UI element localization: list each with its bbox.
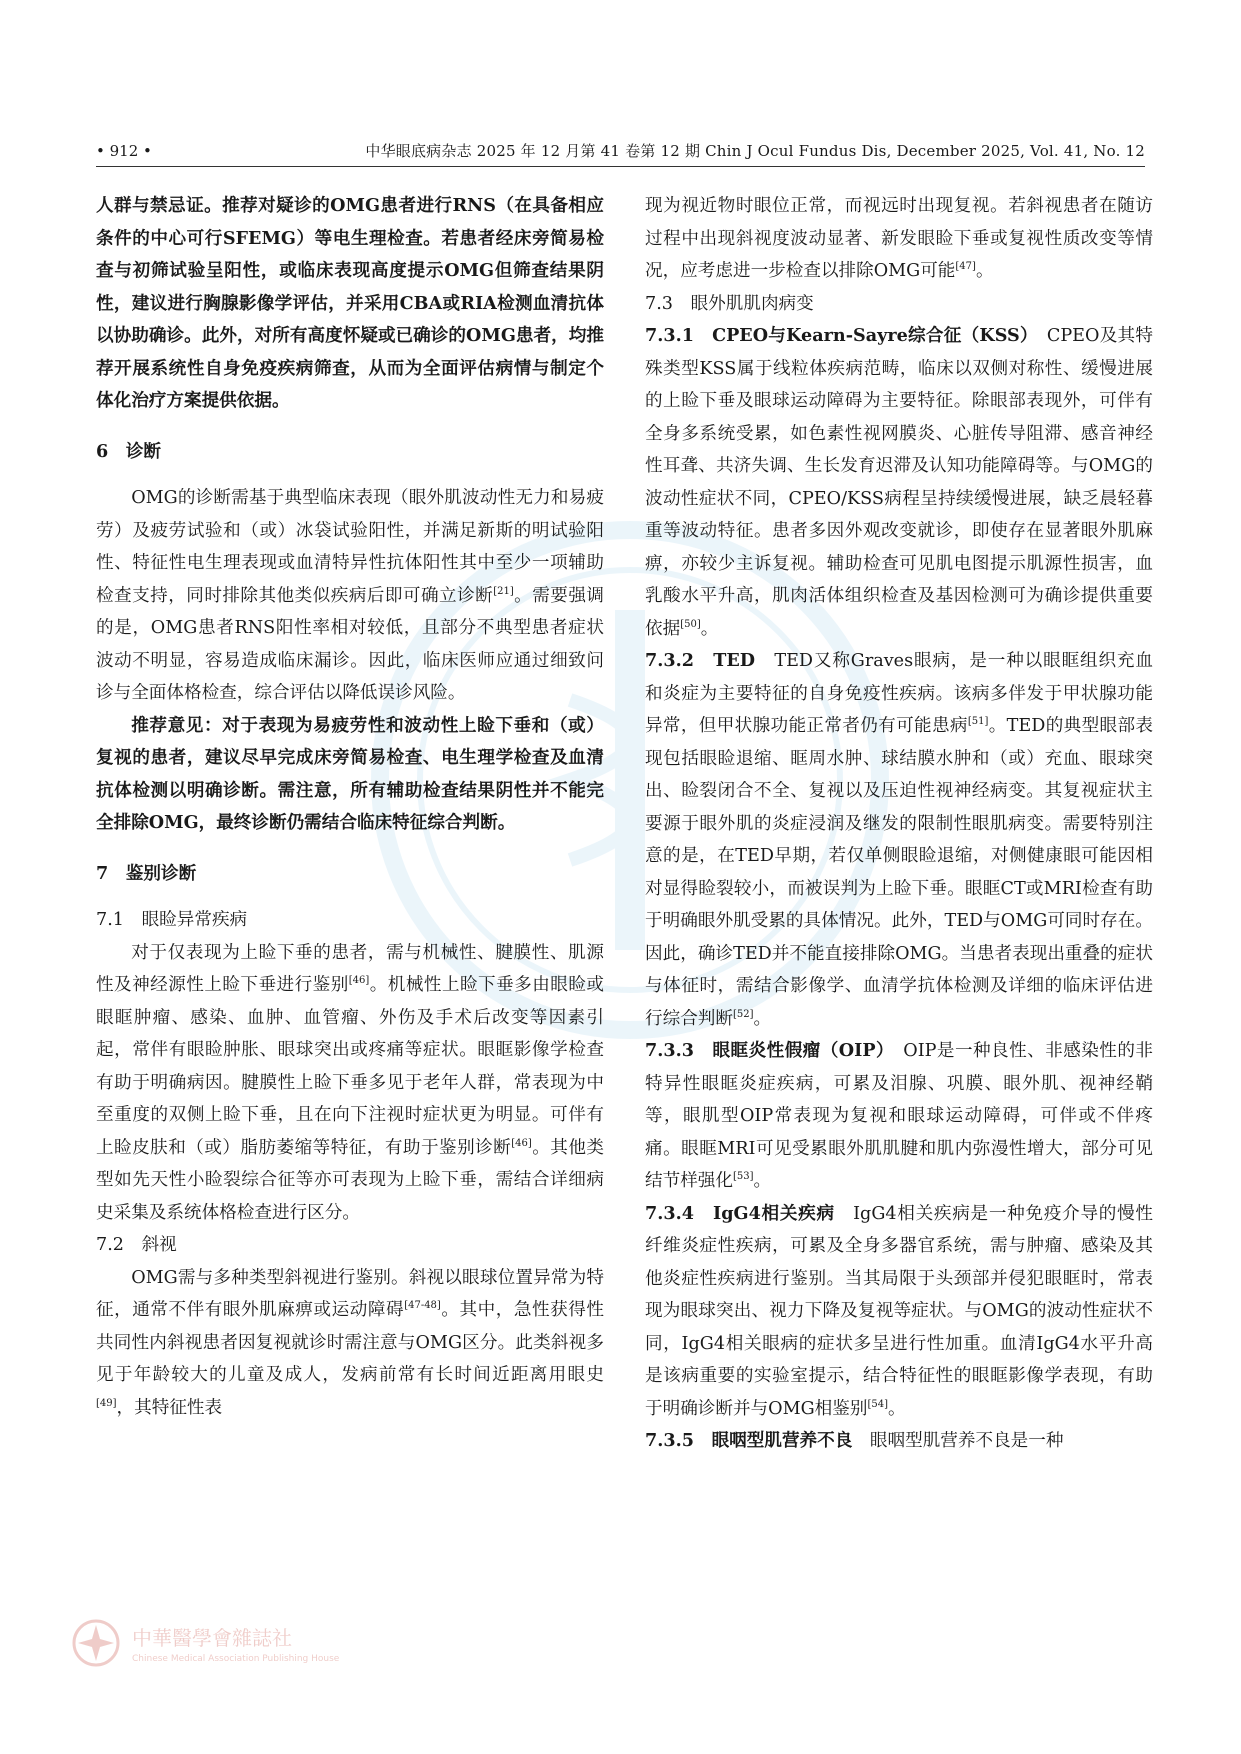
paragraph-cpeo: 7.3.1 CPEO与Kearn-Sayre综合征（KSS） CPEO及其特殊类型KSS属于线粒体疾病范畴，临床以双侧对称性、缓慢进展的上睑下垂及眼球运动障碍为主要特征。除眼部表现外，可伴有全身多系统受累，如色素性视网膜炎、心脏传导阻滞、感音神经性耳聋、共济失调、生长发育迟滞及认知功能障碍等。与OMG的波动性症状不同，CPEO/KSS病程呈持续缓慢进展，缺乏晨轻暮重等波动特征。患者多因外观改变就诊，即使存在显著眼外肌麻痹，亦较少主诉复视。辅助检查可见肌电图提示肌源性损害，血乳酸水平升高，肌肉活体组织检查及基因检测可为确诊提供重要依据[50]。 [645,325,1153,639]
citation[interactable]: [51] [967,716,989,728]
paragraph-strabismus: OMG需与多种类型斜视进行鉴别。斜视以眼球位置异常为特征，通常不伴有眼外肌麻痹或运动障碍[47-48]。其中，急性获得性共同性内斜视患者因复视就诊时需注意与OMG区分。此类斜视多见于年龄较大的儿童及成人，发病前常有长时间近距离用眼史[49]，其特征性表 [96,1267,604,1418]
subsection-heading-strabismus: 7.2 斜视 [96,1235,177,1255]
citation[interactable]: [54] [867,1398,888,1410]
paragraph-ted: 7.3.2 TED TED又称Graves眼病，是一种以眼眶组织充血和炎症为主要特征的自身免疫性疾病。该病多伴发于甲状腺功能异常，但甲状腺功能正常者仍有可能患病[51]。TED的典型眼部表现包括眼睑退缩、眶周水肿、球结膜水肿和（或）充血、眼球突出、睑裂闭合不全、复视以及压迫性视神经病变。其复视症状主要源于眼外肌的炎症浸润及继发的限制性眼肌病变。需要特别注意的是，在TED早期，若仅单侧眼睑退缩，对侧健康眼可能因相对显得睑裂较小，而被误判为上睑下垂。眼眶CT或MRI检查有助于明确眼外肌受累的具体情况。此外，TED与OMG可同时存在。因此，确诊TED并不能直接排除OMG。当患者表现出重叠的症状与体征时，需结合影像学、血清学抗体检测及详细的临床评估进行综合判断[52]。 [645,650,1153,1029]
paragraph-eyelid: 对于仅表现为上睑下垂的患者，需与机械性、腱膜性、肌源性及神经源性上睑下垂进行鉴别[46]。机械性上睑下垂多由眼睑或眼眶肿瘤、感染、血肿、血管瘤、外伤及手术后改变等因素引起，常伴有眼睑肿胀、眼球突出或疼痛等症状。眼眶影像学检查有助于明确病因。腱膜性上睑下垂多见于老年人群，常表现为中至重度的双侧上睑下垂，且在向下注视时症状更为明显。可伴有上睑皮肤和（或）脂肪萎缩等特征，有助于鉴别诊断[46]。其他类型如先天性小睑裂综合征等亦可表现为上睑下垂，需结合详细病史采集及系统体格检查进行区分。 [96,942,604,1223]
citation[interactable]: [47] [955,261,976,273]
publisher-logo-icon [70,1617,540,1669]
running-header [96,136,1145,167]
subsection-heading-eyelid: 7.1 眼睑异常疾病 [96,910,248,930]
publisher-name-en: Chinese Medical Association Publishing House [132,1654,340,1664]
citation[interactable]: [53] [732,1171,754,1183]
paragraph-opmd: 7.3.5 眼咽型肌营养不良 眼咽型肌营养不良是一种 [645,1430,1064,1451]
citation[interactable]: [46] [348,975,370,987]
right-column [645,190,1153,1458]
paragraph-diagnosis-recommendation: 推荐意见：对于表现为易疲劳性和波动性上睑下垂和（或）复视的患者，建议尽早完成床旁简易检查、电生理学检查及血清抗体检测以明确诊断。需注意，所有辅助检查结果阴性并不能完全排除OMG，最终诊断仍需结合临床特征综合判断。 [96,714,604,833]
citation[interactable]: [52] [732,1008,754,1020]
subsection-heading-muscle: 7.3 眼外肌肌肉病变 [645,293,814,314]
citation[interactable]: [46] [511,1137,532,1149]
left-column [96,190,604,1424]
section-heading-differential: 7 鉴别诊断 [96,862,197,884]
paragraph-recommendation-end: 人群与禁忌证。推荐对疑诊的OMG患者进行RNS（在具备相应条件的中心可行SFEMG）等电生理检查。若患者经床旁简易检查与初筛试验呈阳性，或临床表现高度提示OMG但筛查结果阴性，建议进行胸腺影像学评估，并采用CBA或RIA检测血清抗体以协助确诊。此外，对所有高度怀疑或已确诊的OMG患者，均推荐开展系统性自身免疫疾病筛查，从而为全面评估病情与制定个体化治疗方案提供依据。 [96,195,604,411]
citation[interactable]: [21] [493,585,514,597]
section-heading-diagnosis: 6 诊断 [96,440,162,462]
paragraph-strabismus-cont: 现为视近物时眼位正常，而视远时出现复视。若斜视患者在随访过程中出现斜视度波动显著、新发眼睑下垂或复视性质改变等情况，应考虑进一步检查以排除OMG可能[47]。 [645,196,1153,281]
citation[interactable]: [50] [680,618,701,630]
journal-citation: 中华眼底病杂志 2025 年 12 月第 41 卷第 12 期 Chin J Ocul Fundus Dis, December 2025, Vol. 41, No. 12 [365,142,1145,160]
paragraph-diagnosis: OMG的诊断需基于典型临床表现（眼外肌波动性无力和易疲劳）及疲劳试验和（或）冰袋试验阳性，并满足新斯的明试验阳性、特征性电生理表现或血清特异性抗体阳性其中至少一项辅助检查支持，同时排除其他类似疾病后即可确立诊断[21]。需要强调的是，OMG患者RNS阳性率相对较低，且部分不典型患者症状波动不明显，容易造成临床漏诊。因此，临床医师应通过细致问诊与全面体格检查，综合评估以降低误诊风险。 [96,488,604,703]
page-number: • 912 • [96,142,152,160]
publisher-name-cn: 中華醫學會雜誌社 [132,1626,292,1650]
paragraph-oip: 7.3.3 眼眶炎性假瘤（OIP） OIP是一种良性、非感染性的非特异性眼眶炎症疾病，可累及泪腺、巩膜、眼外肌、视神经鞘等，眼肌型OIP常表现为复视和眼球运动障碍，可伴或不伴疼痛。眼眶MRI可见受累眼外肌肌腱和肌内弥漫性增大，部分可见结节样强化[53]。 [645,1040,1153,1191]
paragraph-igg4: 7.3.4 IgG4相关疾病 IgG4相关疾病是一种免疫介导的慢性纤维炎症性疾病，可累及全身多器官系统，需与肿瘤、感染及其他炎症性疾病进行鉴别。当其局限于头颈部并侵犯眼眶时，常表现为眼球突出、视力下降及复视等症状。与OMG的波动性症状不同，IgG4相关眼病的症状多呈进行性加重。血清IgG4水平升高是该病重要的实验室提示，结合特征性的眼眶影像学表现，有助于明确诊断并与OMG相鉴别[54]。 [645,1202,1153,1419]
citation[interactable]: [47-48] [404,1300,441,1312]
citation[interactable]: [49] [96,1397,117,1409]
